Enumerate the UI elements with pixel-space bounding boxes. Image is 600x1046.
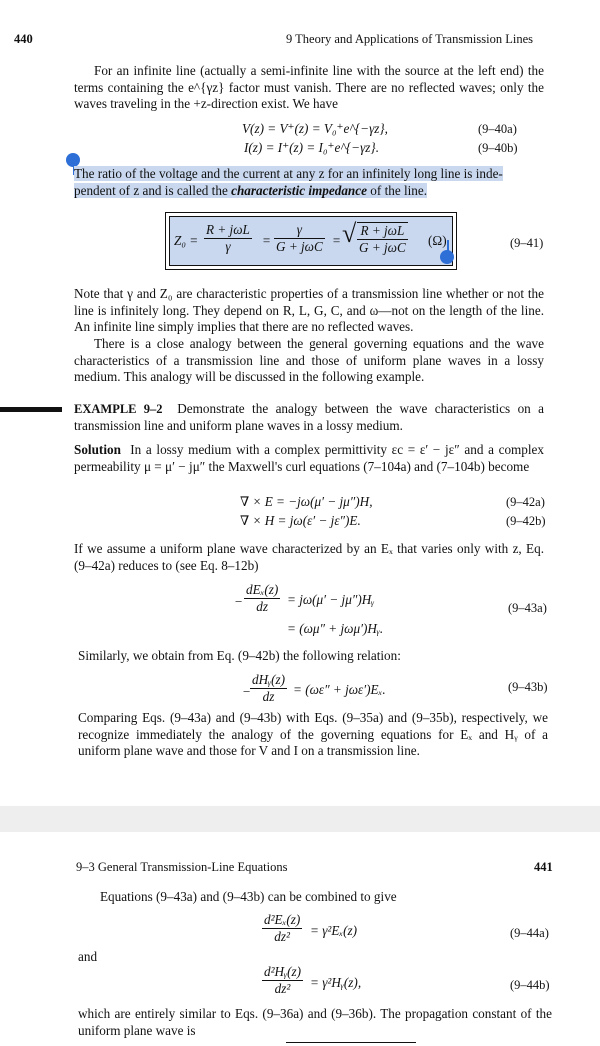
term-characteristic-impedance: characteristic impedance <box>231 182 367 198</box>
paragraph-uniform-plane-wave: If we assume a uniform plane wave characterized by an Eₓ that varies only with z, Eq. (9–42a) reduces to (see Eq. 8–12b) <box>74 541 544 573</box>
fraction-1-denominator: γ <box>225 239 231 254</box>
paragraph-combined: Equations (9–43a) and (9–43b) can be combined to give <box>100 889 397 904</box>
minus-sign: − <box>242 684 251 699</box>
fraction-2 <box>274 222 325 255</box>
equation-9-42a: ∇ × E = −jω(μ′ − jμ″)H, <box>240 494 373 509</box>
page-number: 441 <box>534 860 553 874</box>
selected-line-2-end: of the line. <box>366 182 428 198</box>
fraction-d2Hy-dz2 <box>262 964 303 997</box>
fraction-denominator: dz <box>262 689 275 704</box>
equation-9-44b: = γ²Hᵧ(z), <box>310 975 362 990</box>
selection-start-handle[interactable] <box>66 153 80 167</box>
running-head: 9 Theory and Applications of Transmission Lines <box>286 32 533 46</box>
fraction-1 <box>204 222 252 255</box>
example-text: Demonstrate the analogy between the wave characteristics on a transmission line and uniform plane waves in a lossy medium. <box>74 401 545 433</box>
equation-9-40b: I(z) = I⁺(z) = I₀⁺e^{−γz}. <box>244 140 379 155</box>
fraction-denominator: dz² <box>274 981 291 996</box>
fraction-dHy-dz <box>250 672 287 705</box>
selected-line-2-start: pendent of z and is called the <box>74 182 232 198</box>
fraction-dEx-dz <box>244 582 280 615</box>
example-9-2 <box>74 401 544 434</box>
fraction-3-denominator: G + jωC <box>359 240 406 255</box>
fraction-numerator: d²Eₓ(z) <box>264 912 301 927</box>
example-marker-bar <box>0 407 62 412</box>
example-label: EXAMPLE 9–2 <box>74 402 163 416</box>
z0-label: Z₀ = <box>174 233 199 248</box>
equation-9-40a: V(z) = V⁺(z) = V₀⁺e^{−γz}, <box>242 121 388 136</box>
page-separator <box>0 806 600 832</box>
equals-sign: = <box>332 233 341 248</box>
paragraph-entirely-similar: which are entirely similar to Eqs. (9–36a) and (9–36b). The propagation constant of the uniform plane wave is <box>78 1006 552 1038</box>
selection-end-handle[interactable] <box>440 250 454 264</box>
unit-ohm: (Ω) <box>428 233 447 248</box>
word-and: and <box>78 949 98 964</box>
page-441 <box>0 832 600 1046</box>
selected-line-1: The ratio of the voltage and the current at any z for an infinitely long line is inde- <box>74 166 503 181</box>
equation-number: (9–42a) <box>506 495 545 509</box>
equation-9-43a-line2: = (ωμ″ + jωμ′)Hᵧ. <box>287 621 384 636</box>
equals-sign: = <box>262 233 271 248</box>
fraction-2-numerator: γ <box>274 222 325 239</box>
fraction-numerator: dEₓ(z) <box>246 582 279 597</box>
equation-9-41[interactable] <box>169 216 453 266</box>
paragraph-similarly: Similarly, we obtain from Eq. (9–42b) the following relation: <box>78 648 401 663</box>
equation-9-43b: = (ωε″ + jωε′)Eₓ. <box>293 682 386 697</box>
fraction-denominator: dz <box>256 599 269 614</box>
paragraph-infinite-line: For an infinite line (actually a semi-infinite line with the source at the left end) the terms containing the e^{γz} factor must vanish. There are no reflected waves; only the waves traveling in the +z-direction exist. We have <box>74 63 544 112</box>
equation-9-43a-line1: = jω(μ′ − jμ″)Hᵧ <box>287 592 375 607</box>
equation-number: (9–40b) <box>478 141 518 155</box>
equation-number: (9–44a) <box>510 926 549 940</box>
fraction-1-numerator: R + jωL <box>206 222 250 237</box>
fraction-numerator: dHᵧ(z) <box>252 672 286 687</box>
equation-number: (9–44b) <box>510 978 550 992</box>
fraction-2-denominator: G + jωC <box>276 239 323 254</box>
solution-text: In a lossy medium with a complex permittivity εc = ε′ − jε″ and a complex permeability μ = μ′ − jμ″ the Maxwell's curl equations (7–104a) and (7–104b) become <box>74 442 544 474</box>
solution-label: Solution <box>74 442 121 457</box>
fraction-d2Ex-dz2 <box>262 912 302 945</box>
paragraph-characteristic-impedance[interactable] <box>74 166 544 199</box>
fraction-3-numerator: R + jωL <box>357 223 408 240</box>
paragraph-analogy: There is a close analogy between the general governing equations and the wave characteristics of a transmission line and those of uniform plane waves in a lossy medium. This analogy will be discussed in the following example. <box>74 336 544 385</box>
running-head: 9–3 General Transmission-Line Equations <box>76 860 288 874</box>
equation-number: (9–40a) <box>478 122 517 136</box>
paragraph-comparing: Comparing Eqs. (9–43a) and (9–43b) with Eqs. (9–35a) and (9–35b), respectively, we recognize immediately the analogy of the governing equations for Eₓ and Hᵧ of a uniform plane wave and those for V and I on a transmission line. <box>78 710 548 759</box>
page-number: 440 <box>14 32 33 46</box>
minus-sign: − <box>234 594 243 609</box>
fraction-denominator: dz² <box>274 929 290 944</box>
fraction-3 <box>357 222 408 256</box>
equation-number: (9–42b) <box>506 514 546 528</box>
fraction-numerator: d²Hᵧ(z) <box>264 964 302 979</box>
equation-9-42b: ∇ × H = jω(ε′ − jε″)E. <box>240 513 361 528</box>
equation-number: (9–43a) <box>508 601 547 615</box>
next-equation-rule <box>286 1042 416 1043</box>
paragraph-note: Note that γ and Z₀ are characteristic properties of a transmission line whether or not the line is infinitely long. They depend on R, L, G, C, and ω—not on the length of the line. An infinite line simply implies that there are no reflected waves. <box>74 286 544 335</box>
equation-9-44a: = γ²Eₓ(z) <box>310 923 358 938</box>
equation-number: (9–41) <box>510 236 544 250</box>
sqrt-icon: √ <box>342 219 357 248</box>
solution-paragraph <box>74 442 544 475</box>
equation-number: (9–43b) <box>508 680 548 694</box>
